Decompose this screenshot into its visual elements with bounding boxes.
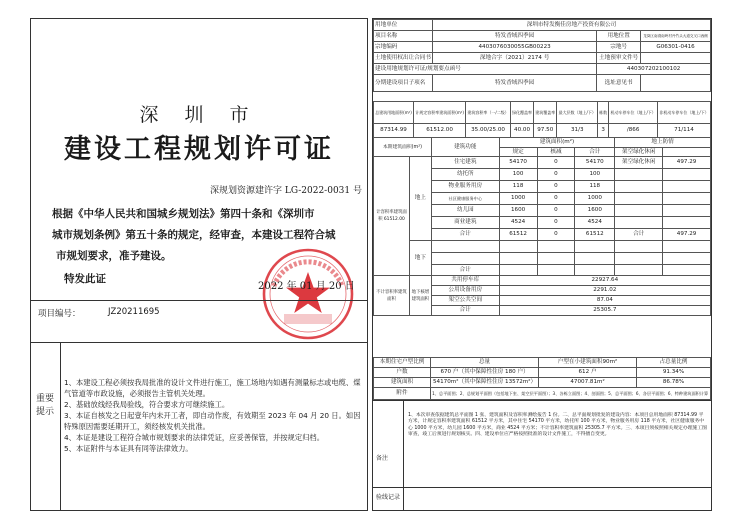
- pre-value: [641, 53, 711, 64]
- col-function: 建筑功能: [431, 138, 499, 157]
- divider: [403, 400, 404, 510]
- fa-value: 0: [537, 169, 575, 181]
- check-record-label: 验线记录: [376, 494, 401, 501]
- note-item: 3、本证自核发之日起壹年内未开工者，即自动作废，有效期至 2023 年 04 月 20 日。如因特殊原因需要延期开工，须经核发机关批准。: [64, 411, 361, 431]
- summary-key: 户数: [374, 368, 431, 378]
- area-section-label: 本期建筑面积(m²): [374, 138, 432, 157]
- fa-value: 118: [575, 181, 615, 193]
- important-notes-list: [64, 377, 364, 454]
- summary-header: 本期住宅户型比例: [374, 358, 431, 368]
- col-above-ground: 地上防情: [615, 138, 711, 148]
- fa-value: 61512: [575, 229, 615, 241]
- divider: [60, 342, 61, 510]
- indicator-value: 35.00/25.00: [466, 124, 511, 138]
- fa-value: 合计: [615, 229, 663, 241]
- note-item: 4、本证是建设工程符合城市规划要求的法律凭证，应妥善保管，并按规定归档。: [64, 433, 325, 442]
- indicator-header: 总建筑用地面积(m²): [374, 102, 414, 124]
- permit-label: 建设用地规划许可证/规划要点函号: [374, 64, 597, 75]
- above-ground-label: 地上: [409, 157, 431, 241]
- body-line-1: 根据《中华人民共和国城乡规划法》第四十条和《深圳市: [52, 208, 315, 220]
- site-value: 龙岗区南湾南岭村丹竹头大道交叉口西侧: [641, 31, 711, 42]
- summary-header: 占总量比例: [637, 358, 711, 368]
- land-doc-value: 深地合字（2021）2174 号: [432, 53, 596, 64]
- body-line-2: 城市规划条例》第五十条的规定，经审查，本建设工程符合城: [52, 229, 336, 241]
- fa-value: 0: [537, 229, 575, 241]
- pre-label: 土地预审文件号: [597, 53, 641, 64]
- fa-function: 幼托所: [431, 169, 499, 181]
- below-ground-label: 地下: [409, 241, 431, 276]
- project-name-label: 项目名称: [374, 31, 433, 42]
- fa-value: 118: [499, 181, 537, 193]
- summary-header: 总量: [431, 358, 539, 368]
- housing-summary-table: [373, 357, 711, 400]
- certificate-number: 深规划资源建许字 LG-2022-0031 号: [210, 186, 362, 196]
- nc-function: 架空公共空间: [431, 296, 499, 306]
- special-note: 特发此证: [64, 273, 106, 285]
- phase-label: 分期建设项目子项名: [374, 75, 433, 92]
- summary-part: 47007.81m²: [539, 378, 637, 388]
- fa-value: 54170: [499, 157, 537, 169]
- floor-area-table: [373, 137, 711, 316]
- summary-pct: 91.34%: [637, 368, 711, 378]
- remarks-text: 1、本次审查依据建筑总平面图 1 张、建筑面积及容积率测绘报告 1 份。二、总平面规划批复的建设内容：本项目总用地面积 87314.99 平方米，计规定容积率建筑面积 61512 平方米，其中住宅 54170 平方米，幼托所 100 平方米，物业服务用房 118 平方米，社区健康服务中心 1000 平方米，幼儿园 1600 平方米，商业 4524 平方米；不计容积率建筑面积 25305.7 平方米。三、本项目须按照相关规定办理施工图审查，竣工后须进行规划核实。四、建设单位应严格按照批准的设计文件施工，不得擅自变更。: [408, 413, 707, 437]
- parcel-label: 宗地号: [597, 42, 641, 53]
- design-label: 选址意见书: [597, 75, 641, 92]
- nc-value: 2291.02: [499, 286, 710, 296]
- nc-value: 25305.7: [499, 306, 710, 316]
- col-area: 建筑面积(m²): [499, 138, 615, 148]
- divider: [31, 300, 367, 301]
- project-name-value: 特发香域四季园: [432, 31, 596, 42]
- summary-pct: 86.78%: [637, 378, 711, 388]
- col-specified: 规定: [499, 148, 537, 157]
- indicator-value: 87314.99: [374, 124, 414, 138]
- fa-function: 住宅建筑: [431, 157, 499, 169]
- indicator-header: 建筑覆盖率: [534, 102, 557, 124]
- col-total: 合计: [575, 148, 615, 157]
- indicator-header: 计规定容积率建筑面积(m²): [414, 102, 466, 124]
- project-number: JZ20211695: [108, 307, 160, 317]
- city-heading: 深 圳 市: [139, 104, 259, 126]
- indicator-value: 97.50: [534, 124, 557, 138]
- fa-value: 4524: [575, 217, 615, 229]
- fa-value: 497.29: [663, 157, 711, 169]
- parcel-value: G06301-0416: [641, 42, 711, 53]
- indicator-header: 机动车停车位（地上/下）: [609, 102, 658, 124]
- permit-value: 440307202100102: [597, 64, 711, 75]
- indicator-table: [373, 101, 711, 138]
- summary-key: 建筑面积: [374, 378, 431, 388]
- fa-value: 0: [537, 157, 575, 169]
- important-notes-label: 重要提示: [36, 394, 55, 417]
- certificate-title: 建设工程规划许可证: [64, 134, 334, 165]
- official-seal-stamp: [260, 246, 356, 342]
- indicator-value: 3: [598, 124, 609, 138]
- fa-value: 0: [537, 181, 575, 193]
- body-line-3: 市规划要求，准予建设。: [56, 250, 172, 262]
- fa-value: 61512: [499, 229, 537, 241]
- fa-function: 幼儿园: [431, 205, 499, 217]
- note-item: 1、本建设工程必须按我局批准的设计文件进行施工，施工场地内如遇有测量标志或电缆、煤气管道等市政设施，必须报告主管机关处理。: [64, 378, 361, 398]
- attachments-text: 1、总平面图；2、总规划平面图（包括地下室、架空层平面图）；3、各栋立面图；4、剖面图；5、总平面图；6、各层平面图；6、特种建筑面积计算: [431, 388, 711, 400]
- indicator-header: 建筑容积率（一/二级）: [466, 102, 511, 124]
- issue-date: 2022 年 01 月 20 日: [258, 281, 355, 292]
- design-value: [641, 75, 711, 92]
- note-item: 2、基础放线经我局验线，符合要求方可继续施工。: [64, 400, 230, 409]
- summary-part: 612 户: [539, 368, 637, 378]
- fa-value: 100: [575, 169, 615, 181]
- fa-value: 0: [537, 217, 575, 229]
- nc-value: 87.04: [499, 296, 710, 306]
- fa-function: 社区健康服务中心: [431, 193, 499, 205]
- summary-header: 户型在小建筑面积90m²: [539, 358, 637, 368]
- non-count-label: 不计容积率建筑面积: [374, 276, 410, 316]
- col-green: 架空绿化休闲: [615, 148, 663, 157]
- summary-total: 54170m²（其中保障性住房 13572m²）: [431, 378, 539, 388]
- phase-value: 特发香域四季园: [432, 75, 596, 92]
- site-label: 用地位置: [597, 31, 641, 42]
- fa-function: 合计: [431, 265, 499, 276]
- indicator-header: 绿化覆盖率: [510, 102, 533, 124]
- indicator-header: 非机动车停车位（地上/下）: [658, 102, 711, 124]
- nc-function: 公用设备用房: [431, 286, 499, 296]
- fa-function: 合计: [431, 229, 499, 241]
- nc-function: 共用停车库: [431, 276, 499, 286]
- remarks-label: 备注: [376, 455, 389, 462]
- fa-value: 0: [537, 193, 575, 205]
- divider: [31, 342, 367, 343]
- indicator-value: 40.00: [510, 124, 533, 138]
- land-code-value: 4403076030055GB00223: [432, 42, 596, 53]
- fa-function: 商业建筑: [431, 217, 499, 229]
- fa-value: 1600: [499, 205, 537, 217]
- note-item: 5、本证附件与本证具有同等法律效力。: [64, 444, 193, 453]
- fa-value: 1600: [575, 205, 615, 217]
- project-info-table: [373, 19, 711, 92]
- fa-value: 1000: [575, 193, 615, 205]
- divider: [373, 400, 711, 401]
- indicator-value: 61512.00: [414, 124, 466, 138]
- summary-total: 670 户（其中保障性住房 180 户）: [431, 368, 539, 378]
- owner-label: 用地单位: [374, 20, 433, 31]
- fa-value: 1000: [499, 193, 537, 205]
- fa-value: 54170: [575, 157, 615, 169]
- fa-function: 物业服务用房: [431, 181, 499, 193]
- land-doc-label: 土地使用权出让合同书: [374, 53, 433, 64]
- project-number-label: 项目编号：: [38, 309, 81, 319]
- owner-value: 深圳市特发衡佳房地产投资有限公司: [432, 20, 710, 31]
- indicator-header: 栋数: [598, 102, 609, 124]
- indicator-value: 71/114: [658, 124, 711, 138]
- indicator-value: /866: [609, 124, 658, 138]
- fa-value: 架空绿化休闲: [615, 157, 663, 169]
- fa-value: 4524: [499, 217, 537, 229]
- nc-function: 合计: [431, 306, 499, 316]
- fa-group-label: 计容积率建筑面积 61512.00: [374, 157, 410, 276]
- fa-value: 0: [537, 205, 575, 217]
- fa-value: 497.29: [663, 229, 711, 241]
- land-code-label: 宗地编码: [374, 42, 433, 53]
- nc-value: 22927.64: [499, 276, 710, 286]
- attachments-label: 附件: [374, 388, 431, 400]
- non-count-sub-label: 地下核增建筑面积: [409, 276, 431, 316]
- col-reduced: 核减: [537, 148, 575, 157]
- indicator-value: 31/3: [557, 124, 598, 138]
- fa-value: 100: [499, 169, 537, 181]
- divider: [373, 487, 711, 488]
- indicator-header: 最大层数（地上/下）: [557, 102, 598, 124]
